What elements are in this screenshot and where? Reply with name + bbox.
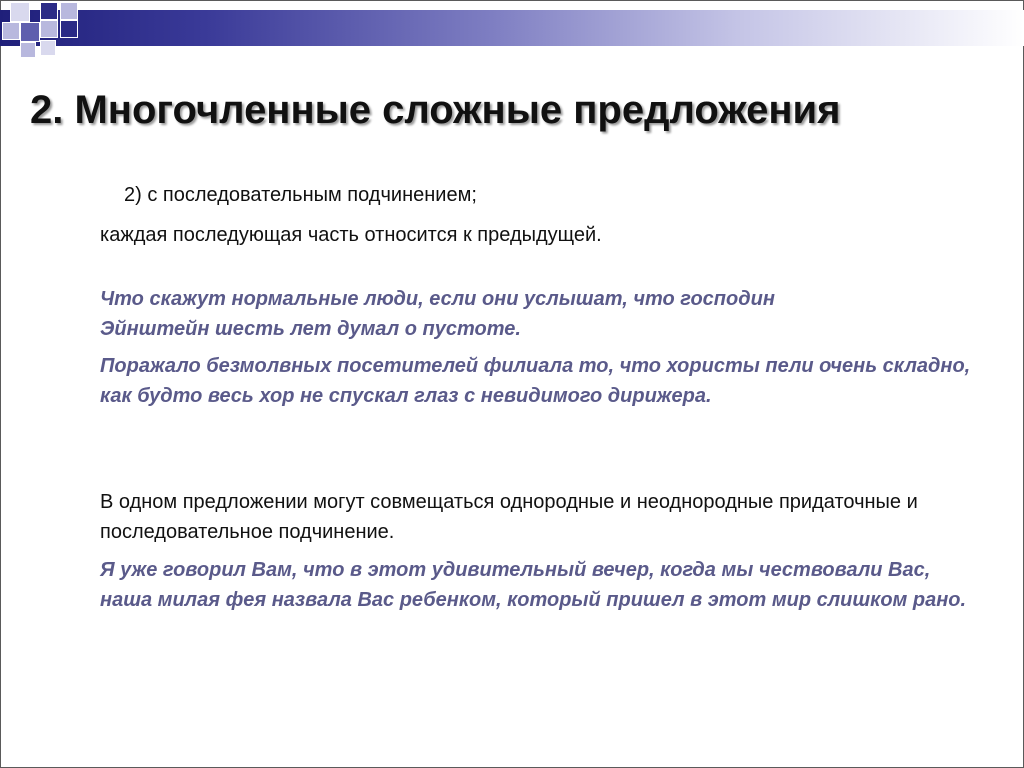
decorative-square bbox=[2, 22, 20, 40]
combination-note: В одном предложении могут совмещаться однородные и неоднородные придаточные и последовательное подчинение. bbox=[100, 491, 918, 543]
example-sentence-1: Что скажут нормальные люди, если они услышат, что господин Эйнштейн шесть лет думал о пустоте. bbox=[100, 288, 775, 340]
decorative-square bbox=[40, 20, 58, 38]
point-label: 2) с последовательным подчинением; bbox=[124, 184, 477, 206]
example-sentence-3: Я уже говорил Вам, что в этот удивительный вечер, когда мы чествовали Вас, наша милая фея назвала Вас ребенком, который пришел в этот мир слишком рано. bbox=[100, 559, 967, 611]
slide-title: 2. Многочленные сложные предложения bbox=[30, 88, 841, 132]
example-sentence-2: Поражало безмолвных посетителей филиала то, что хористы пели очень складно, как будто весь хор не спускал глаз с невидимого дирижера. bbox=[100, 355, 971, 407]
decorative-square bbox=[40, 2, 58, 20]
decorative-square bbox=[20, 42, 36, 58]
decorative-square bbox=[10, 2, 30, 22]
decorative-square bbox=[40, 40, 56, 56]
decorative-square bbox=[20, 22, 40, 42]
decorative-header-band bbox=[0, 10, 1024, 46]
decorative-square bbox=[60, 2, 78, 20]
decorative-square bbox=[60, 20, 78, 38]
definition-text: каждая последующая часть относится к предыдущей. bbox=[100, 224, 602, 246]
